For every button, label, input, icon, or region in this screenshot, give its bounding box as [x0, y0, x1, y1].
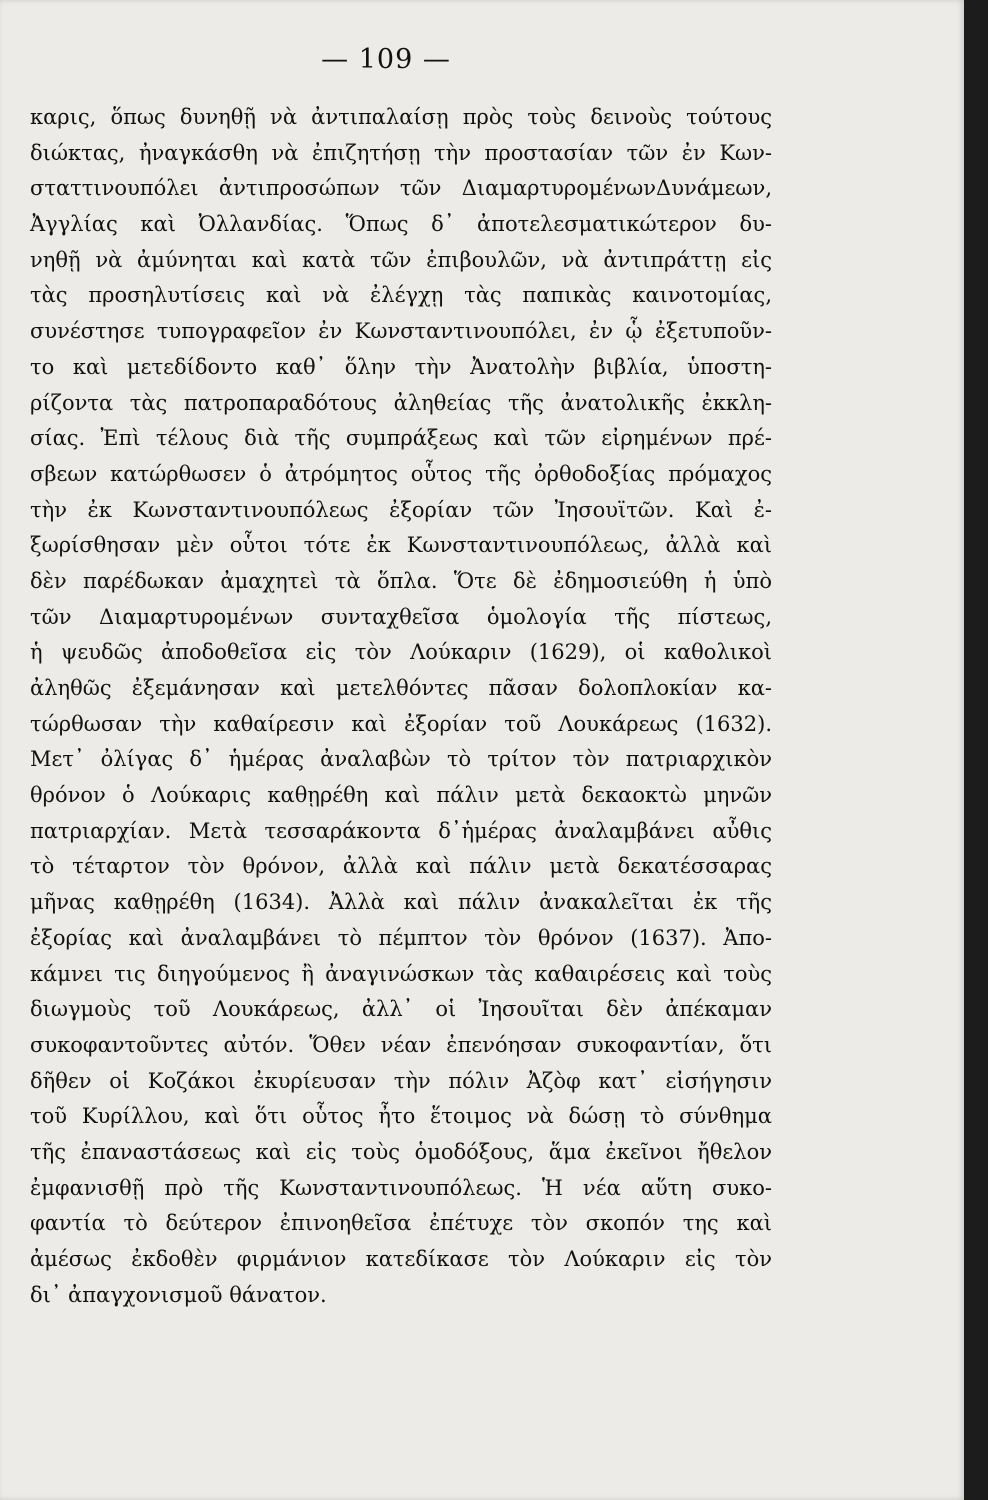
text-line: το καὶ μετεδίδοντο καθ᾽ ὅλην τὴν Ἀνατολὴν βιβλία, ὑποστη- — [30, 354, 772, 379]
text-line: σταττινουπόλει ἀντιπροσώπων τῶν ΔιαμαρτυρομένωνΔυνάμεων, — [30, 176, 772, 201]
text-line: διώκτας, ἠναγκάσθη νὰ ἐπιζητήσῃ τὴν προστασίαν τῶν ἐν Κων- — [30, 140, 772, 165]
text-line: τὸ τέταρτον τὸν θρόνον, ἀλλὰ καὶ πάλιν μετὰ δεκατέσσαρας — [30, 854, 772, 879]
text-line: διωγμοὺς τοῦ Λουκάρεως, ἀλλ᾽ οἱ Ἰησουῖται δὲν ἀπέκαμαν — [30, 997, 772, 1022]
text-line: συκοφαντοῦντες αὐτόν. Ὅθεν νέαν ἐπενόησαν συκοφαντίαν, ὅτι — [30, 1032, 772, 1057]
text-line: νηθῇ νὰ ἀμύνηται καὶ κατὰ τῶν ἐπιβουλῶν, νὰ ἀντιπράττῃ εἰς — [30, 247, 772, 272]
text-line: τῆς ἐπαναστάσεως καὶ εἰς τοὺς ὁμοδόξους, ἅμα ἐκεῖνοι ἤθελον — [30, 1139, 772, 1164]
text-line: ξωρίσθησαν μὲν οὗτοι τότε ἐκ Κωνσταντινουπόλεως, ἀλλὰ καὶ — [30, 533, 772, 558]
text-line: τοῦ Κυρίλλου, καὶ ὅτι οὗτος ἦτο ἕτοιμος νὰ δώσῃ τὸ σύνθημα — [30, 1104, 772, 1129]
body-text — [30, 100, 772, 1313]
text-line: Μετ᾽ ὀλίγας δ᾽ ἡμέρας ἀναλαβὼν τὸ τρίτον τὸν πατριαρχικὸν — [30, 747, 772, 772]
text-line: σίας. Ἐπὶ τέλους διὰ τῆς συμπράξεως καὶ τῶν εἰρημένων πρέ- — [30, 426, 772, 451]
text-line: τὰς προσηλυτίσεις καὶ νὰ ἐλέγχῃ τὰς παπικὰς καινοτομίας, — [30, 283, 772, 308]
text-line: δῆθεν οἱ Κοζάκοι ἐκυρίευσαν τὴν πόλιν Ἀζὸφ κατ᾽ εἰσήγησιν — [30, 1068, 772, 1093]
text-line: ρίζοντα τὰς πατροπαραδότους ἀληθείας τῆς ἀνατολικῆς ἐκκλη- — [30, 390, 772, 415]
text-line: συνέστησε τυπογραφεῖον ἐν Κωνσταντινουπόλει, ἐν ᾧ ἐξετυποῦν- — [30, 319, 772, 344]
text-line: δι᾽ ἀπαγχονισμοῦ θάνατον. — [30, 1282, 327, 1307]
text-line: τώρθωσαν τὴν καθαίρεσιν καὶ ἐξορίαν τοῦ Λουκάρεως (1632). — [30, 711, 772, 736]
text-line: ἀμέσως ἐκδοθὲν φιρμάνιον κατεδίκασε τὸν Λούκαριν εἰς τὸν — [30, 1247, 772, 1271]
text-line: ἐμφανισθῇ πρὸ τῆς Κωνσταντινουπόλεως. Ἡ νέα αὕτη συκο- — [30, 1175, 772, 1200]
text-line: τῶν Διαμαρτυρομένων συνταχθεῖσα ὁμολογία τῆς πίστεως, — [30, 604, 772, 629]
text-line: ἐξορίας καὶ ἀναλαμβάνει τὸ πέμπτον τὸν θρόνον (1637). Ἀπο- — [30, 925, 772, 950]
text-line: μῆνας καθῃρέθη (1634). Ἀλλὰ καὶ πάλιν ἀνακαλεῖται ἐκ τῆς — [30, 890, 772, 915]
text-line: δὲν παρέδωκαν ἀμαχητεὶ τὰ ὅπλα. Ὅτε δὲ ἐδημοσιεύθη ἡ ὑπὸ — [30, 568, 772, 593]
page-number: — 109 — — [321, 44, 451, 75]
text-line: καρις, ὅπως δυνηθῇ νὰ ἀντιπαλαίσῃ πρὸς τοὺς δεινοὺς τούτους — [30, 105, 772, 129]
text-line: φαντία τὸ δεύτερον ἐπινοηθεῖσα ἐπέτυχε τὸν σκοπόν της καὶ — [30, 1211, 772, 1236]
text-line: ἡ ψευδῶς ἀποδοθεῖσα εἰς τὸν Λούκαριν (1629), οἱ καθολικοὶ — [30, 640, 772, 665]
text-line: κάμνει τις διηγούμενος ἢ ἀναγινώσκων τὰς καθαιρέσεις καὶ τοὺς — [30, 961, 772, 986]
text-line: Ἀγγλίας καὶ Ὀλλανδίας. Ὅπως δ᾽ ἀποτελεσματικώτερον δυ- — [30, 212, 772, 237]
text-line: ἀληθῶς ἐξεμάνησαν καὶ μετελθόντες πᾶσαν δολοπλοκίαν κα- — [30, 676, 772, 700]
text-line: πατριαρχίαν. Μετὰ τεσσαράκοντα δ᾽ἡμέρας ἀναλαμβάνει αὖθις — [30, 818, 772, 843]
text-line: τὴν ἐκ Κωνσταντινουπόλεως ἐξορίαν τῶν Ἰησουϊτῶν. Καὶ ἐ- — [30, 497, 772, 522]
text-line: σβεων κατώρθωσεν ὁ ἀτρόμητος οὗτος τῆς ὀρθοδοξίας πρόμαχος — [30, 461, 772, 486]
text-line: θρόνον ὁ Λούκαρις καθῃρέθη καὶ πάλιν μετὰ δεκαοκτὼ μηνῶν — [30, 783, 772, 808]
